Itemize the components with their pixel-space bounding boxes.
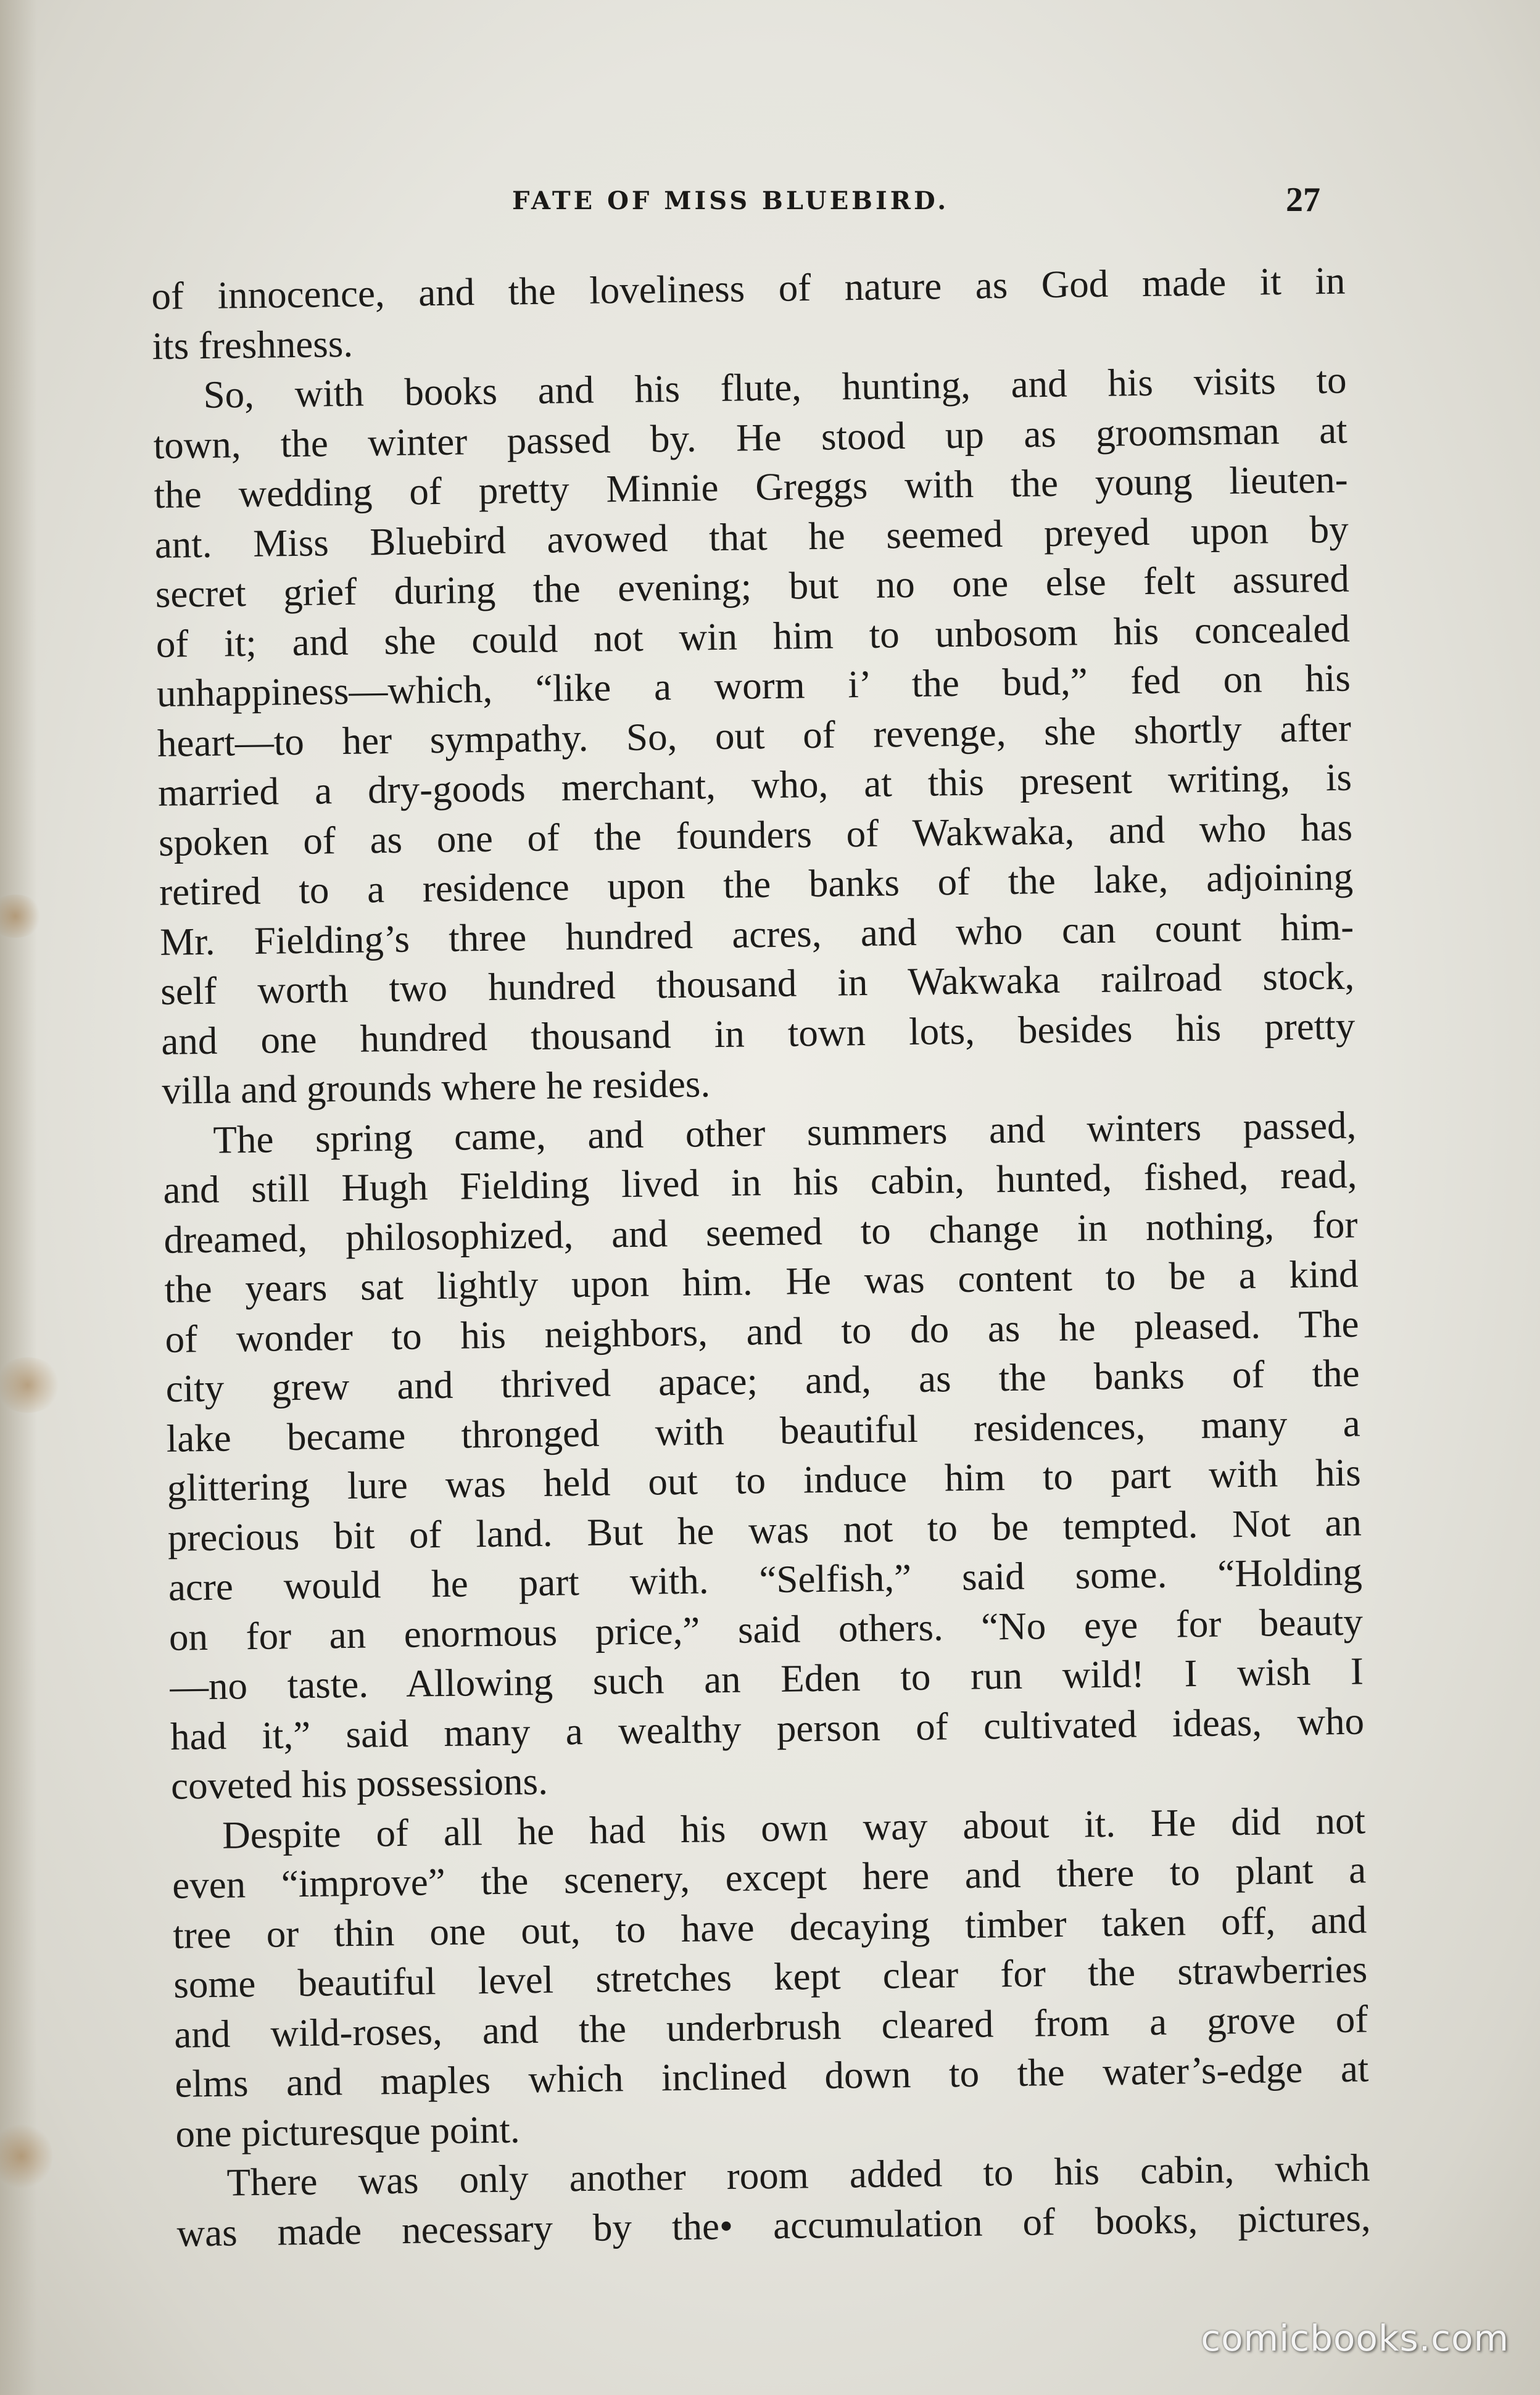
text-line: of it; and she could not win him to unbosom his concealed [155,606,1351,666]
text-line: the wedding of pretty Minnie Greggs with the young lieuten- [154,457,1349,516]
text-line: and wild-roses, and the underbrush cleared from a grove of [173,1996,1368,2056]
text-line: ant. Miss Bluebird avowed that he seemed preyed upon by [154,507,1349,566]
running-head [154,180,1357,230]
body-text [151,256,1371,2258]
text-line: precious bit of land. But he was not to be tempted. Not an [167,1500,1362,1560]
running-title: FATE OF MISS BLUEBIRD. [512,186,950,215]
page-number: 27 [1286,181,1320,219]
text-line: city grew and thrived apace; and, as the banks of the [165,1351,1360,1410]
text-line: one picturesque point. [175,2107,521,2156]
text-line: There was only another room added to his cabin, which [226,2146,1370,2204]
text-line: Mr. Fielding’s three hundred acres, and who can count him- [159,904,1354,964]
text-line: even “improve” the scenery, except here and there to plant a [172,1848,1367,1907]
text-line: of innocence, and the loveliness of nature as God made it in [151,259,1346,318]
text-line: town, the winter passed by. He stood up as groomsman at [153,408,1348,467]
text-line: the years sat lightly upon him. He was content to be a kind [164,1252,1359,1311]
text-line: on for an enormous price,” said others. “No eye for beauty [168,1599,1364,1659]
foxing-stain [0,1357,62,1413]
page-edge-shadow [0,0,37,2395]
text-line: heart—to her sympathy. So, out of revenge, she shortly after [157,706,1352,765]
text-line: unhappiness—which, “like a worm i’ the bud,” fed on his [156,656,1351,715]
text-line: coveted his possessions. [170,1759,549,1808]
text-line: Despite of all he had his own way about it. He did not [221,1798,1366,1857]
text-line: retired to a residence upon the banks of the lake, adjoining [159,854,1354,914]
text-line: tree or thin one out, to have decaying timber taken off, and [172,1897,1367,1957]
text-line: lake became thronged with beautiful residences, many a [166,1401,1361,1460]
text-line: villa and grounds where he resides. [161,1062,711,1112]
text-line: acre would he part with. “Selfish,” said some. “Holding [168,1550,1363,1609]
text-line: of wonder to his neighbors, and to do as he pleased. The [165,1302,1359,1361]
text-line: married a dry-goods merchant, who, at this present writing, is [157,755,1352,814]
text-line: —no taste. Allowing such an Eden to run wild! I wish I [169,1649,1364,1708]
text-line: had it,” said many a wealthy person of cultivated ideas, who [170,1698,1365,1758]
paragraph-1 [151,256,1346,371]
text-line: dreamed, philosophized, and seemed to change in nothing, for [164,1202,1358,1262]
foxing-stain [0,2122,52,2190]
paragraph-3 [162,1100,1365,1811]
text-line: So, with books and his flute, hunting, and his visits to [203,358,1347,416]
watermark-text: comicbooks.com [1201,2317,1509,2359]
text-line: and one hundred thousand in town lots, besides his pretty [160,1004,1356,1063]
text-line: was made necessary by the• accumulation of books, pictures, [176,2195,1371,2255]
text-line: some beautiful level stretches kept clear for the strawberries [173,1947,1368,2006]
text-line: and still Hugh Fielding lived in his cabin, hunted, fished, read, [163,1152,1357,1212]
paragraph-4 [172,1795,1370,2159]
text-line: secret grief during the evening; but no one else felt assured [155,556,1350,616]
text-line: elms and maples which inclined down to the water’s-edge at [174,2046,1369,2106]
text-line: glittering lure was held out to induce him to part with his [167,1450,1362,1510]
text-line: The spring came, and other summers and winters passed, [212,1103,1357,1162]
text-line: its freshness. [152,321,354,368]
text-line: self worth two hundred thousand in Wakwaka railroad stock, [160,954,1355,1013]
text-line: spoken of as one of the founders of Wakwaka, and who has [158,805,1353,864]
paragraph-2 [152,355,1356,1116]
paragraph-5 [176,2143,1371,2257]
